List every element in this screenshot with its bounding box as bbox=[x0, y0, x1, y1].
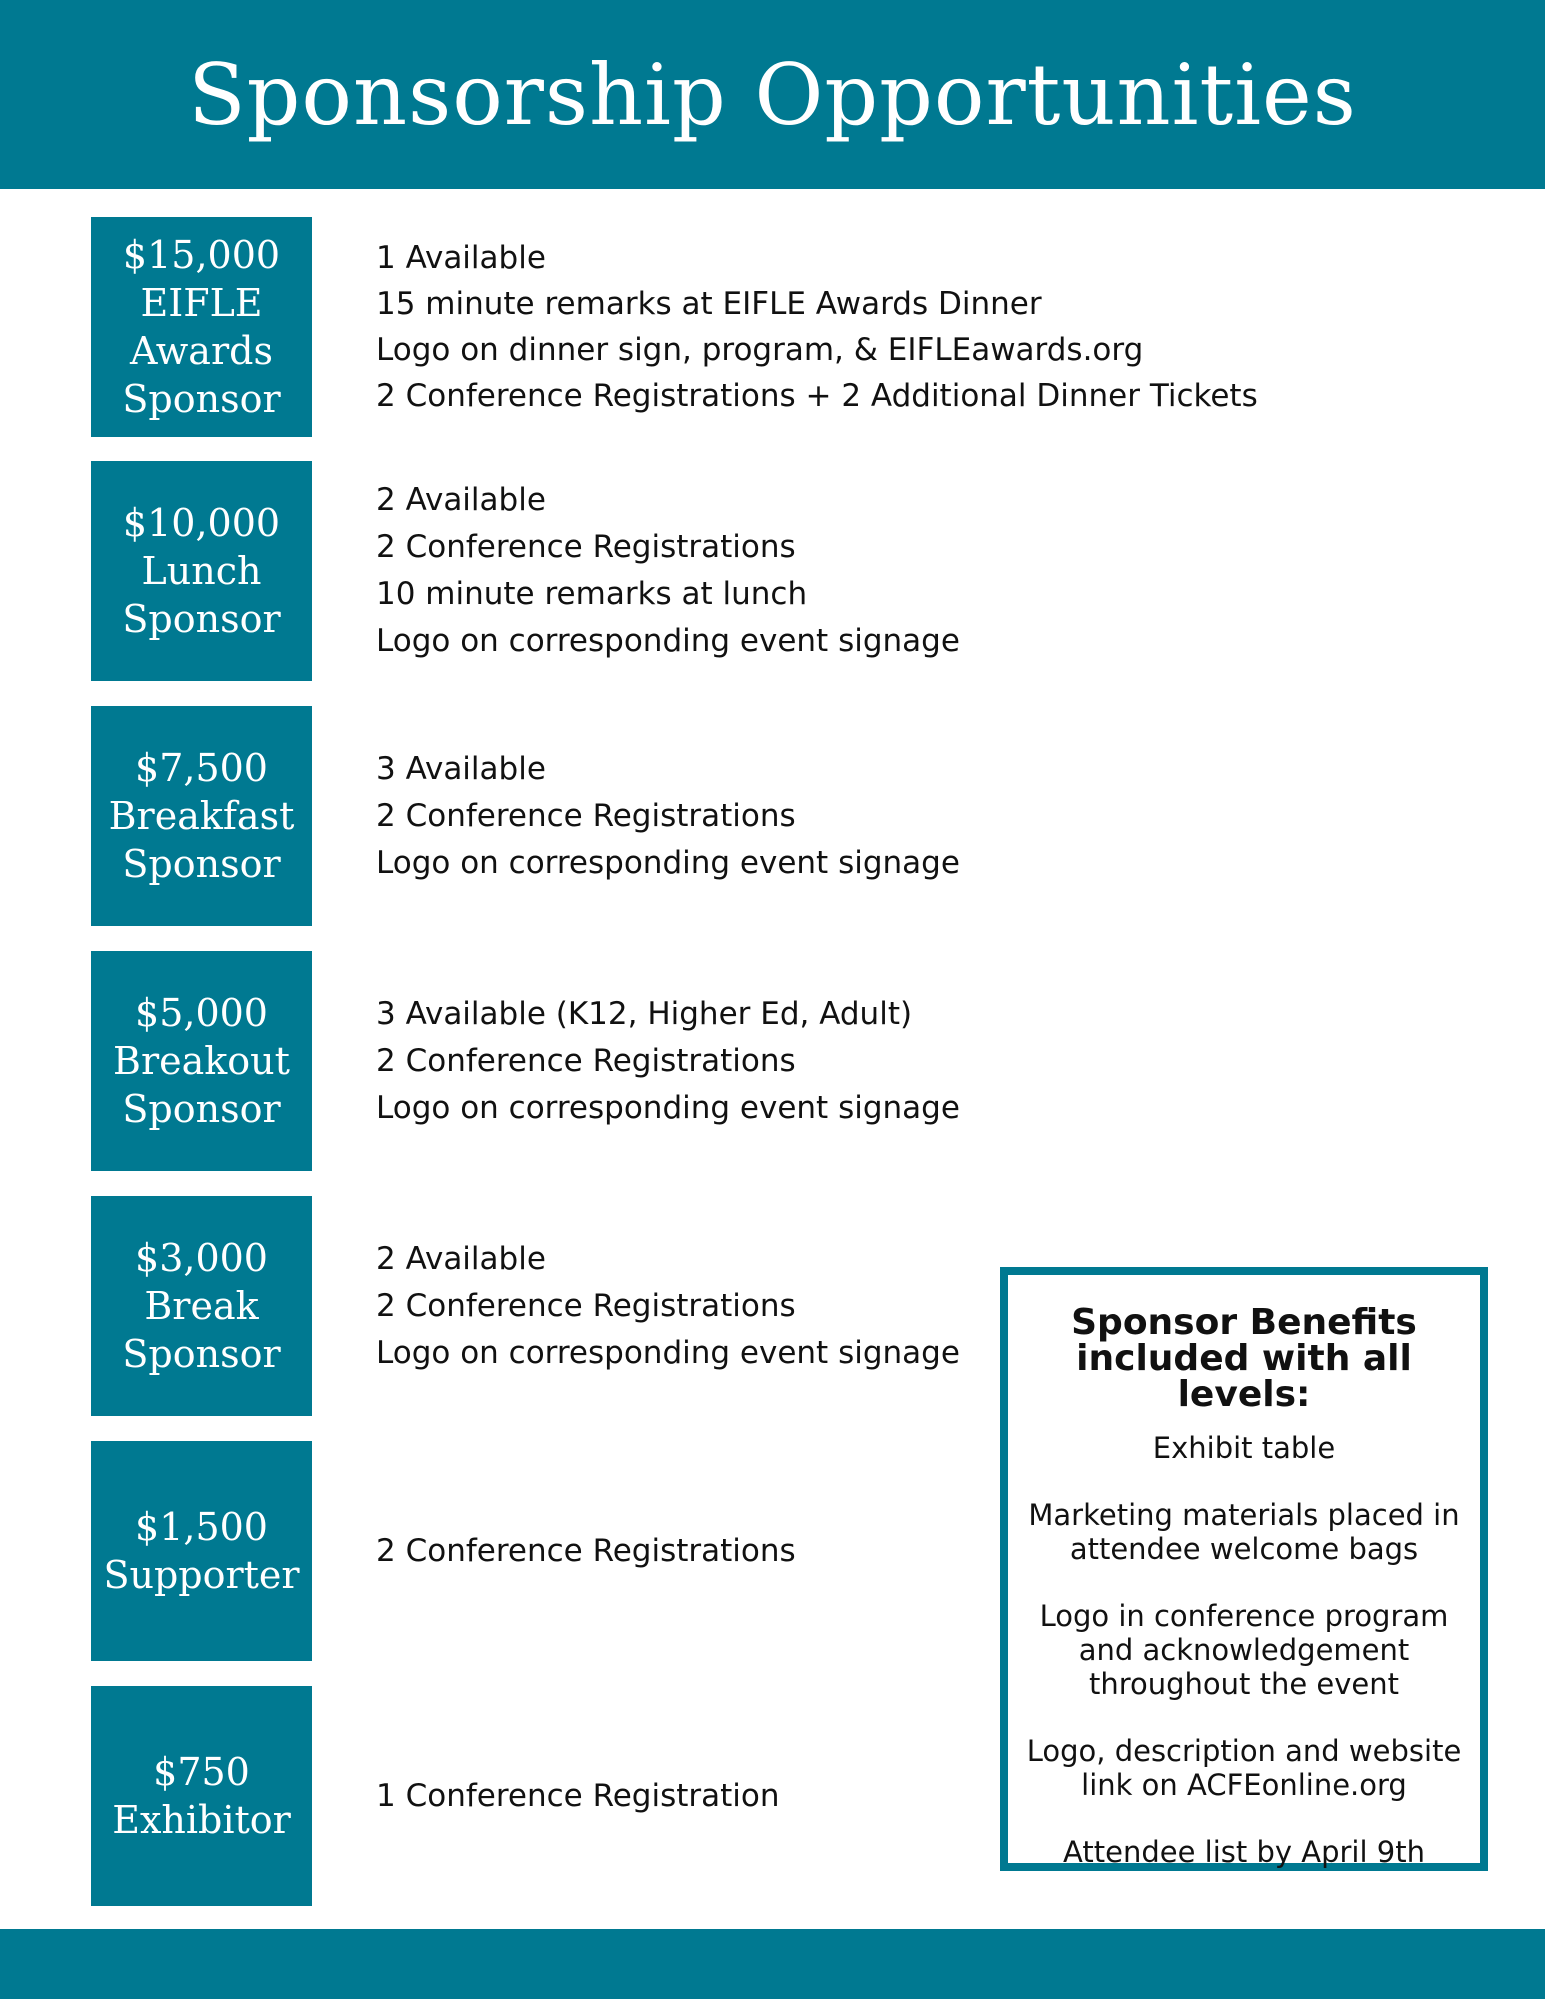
tier-details bbox=[376, 706, 996, 926]
tier-name-line: Supporter bbox=[103, 1553, 300, 1597]
page-title: Sponsorship Opportunities bbox=[188, 45, 1357, 144]
tier-detail: 10 minute remarks at lunch bbox=[376, 576, 808, 612]
tier-detail: 3 Available bbox=[376, 750, 546, 787]
header-banner bbox=[0, 0, 1545, 189]
benefit-item: Marketing materials placed in attendee welcome bags bbox=[1028, 1498, 1460, 1566]
tier-detail: 2 Conference Registrations bbox=[376, 1287, 796, 1324]
sponsor-tier bbox=[0, 461, 1545, 681]
tier-details bbox=[376, 461, 996, 681]
benefits-title-line: Sponsor Benefits bbox=[1071, 1302, 1417, 1343]
tier-detail: Logo on corresponding event signage bbox=[376, 623, 960, 659]
tier-detail: 2 Conference Registrations bbox=[376, 529, 796, 565]
tier-label-box bbox=[91, 951, 312, 1171]
tier-name-line: Sponsor bbox=[122, 1332, 281, 1376]
sponsor-tier bbox=[0, 706, 1545, 926]
tier-detail: 1 Available bbox=[376, 240, 546, 276]
tier-label-box bbox=[91, 217, 312, 437]
tier-name-line: Awards bbox=[130, 329, 273, 373]
tier-name-line: Breakfast bbox=[108, 794, 295, 838]
tier-price: $5,000 bbox=[135, 991, 268, 1035]
benefit-item: Logo in conference program and acknowledgement throughout the event bbox=[1039, 1599, 1449, 1701]
tier-detail: 2 Conference Registrations bbox=[376, 1532, 796, 1569]
tier-label-box bbox=[91, 1686, 312, 1906]
tier-detail: 3 Available (K12, Higher Ed, Adult) bbox=[376, 995, 913, 1032]
tier-label-box bbox=[91, 461, 312, 681]
tier-detail: 1 Conference Registration bbox=[376, 1777, 780, 1814]
tier-price: $750 bbox=[153, 1750, 250, 1794]
tier-name-line: Sponsor bbox=[122, 842, 281, 886]
benefits-title bbox=[1008, 1302, 1480, 1415]
sponsor-benefits-panel bbox=[1000, 1267, 1488, 1871]
sponsor-tier bbox=[0, 217, 1545, 437]
tier-name-line: Sponsor bbox=[122, 377, 281, 421]
tier-detail: 2 Conference Registrations + 2 Additional Dinner Tickets bbox=[376, 378, 1258, 414]
sponsor-tier bbox=[0, 951, 1545, 1171]
tier-detail: Logo on corresponding event signage bbox=[376, 1334, 960, 1371]
tier-detail: Logo on corresponding event signage bbox=[376, 1089, 960, 1126]
tier-label-box bbox=[91, 1196, 312, 1416]
tier-name-line: Sponsor bbox=[122, 597, 281, 641]
tier-price: $10,000 bbox=[122, 501, 281, 545]
tier-detail: 2 Available bbox=[376, 1240, 546, 1277]
tier-name-line: Sponsor bbox=[122, 1087, 281, 1131]
tier-details bbox=[376, 217, 1258, 437]
tier-detail: Logo on dinner sign, program, & EIFLEawards.org bbox=[376, 332, 1144, 368]
tier-details bbox=[376, 951, 996, 1171]
tier-name-line: EIFLE bbox=[140, 281, 263, 325]
tier-detail: 2 Conference Registrations bbox=[376, 1042, 796, 1079]
tier-price: $7,500 bbox=[135, 746, 268, 790]
benefit-item: Attendee list by April 9th bbox=[1063, 1835, 1425, 1869]
tier-detail: 2 Conference Registrations bbox=[376, 797, 796, 834]
tier-price: $1,500 bbox=[135, 1505, 268, 1549]
tier-details bbox=[376, 1196, 996, 1416]
tier-detail: 15 minute remarks at EIFLE Awards Dinner bbox=[376, 286, 1042, 322]
tier-detail: Logo on corresponding event signage bbox=[376, 844, 960, 881]
tier-detail: 2 Available bbox=[376, 482, 546, 518]
tier-name-line: Breakout bbox=[113, 1039, 290, 1083]
tier-price: $3,000 bbox=[135, 1236, 268, 1280]
tier-details bbox=[376, 1441, 996, 1661]
tier-details bbox=[376, 1686, 996, 1906]
benefits-title-line: included with all levels: bbox=[1076, 1338, 1412, 1415]
footer-band bbox=[0, 1929, 1545, 1999]
tier-label-box bbox=[91, 1441, 312, 1661]
benefit-item: Exhibit table bbox=[1152, 1431, 1336, 1465]
tier-name-line: Lunch bbox=[141, 549, 262, 593]
tier-name-line: Exhibitor bbox=[112, 1798, 291, 1842]
tier-name-line: Break bbox=[144, 1284, 259, 1328]
tier-price: $15,000 bbox=[122, 233, 281, 277]
tier-label-box bbox=[91, 706, 312, 926]
benefit-item: Logo, description and website link on ACFEonline.org bbox=[1026, 1734, 1462, 1802]
